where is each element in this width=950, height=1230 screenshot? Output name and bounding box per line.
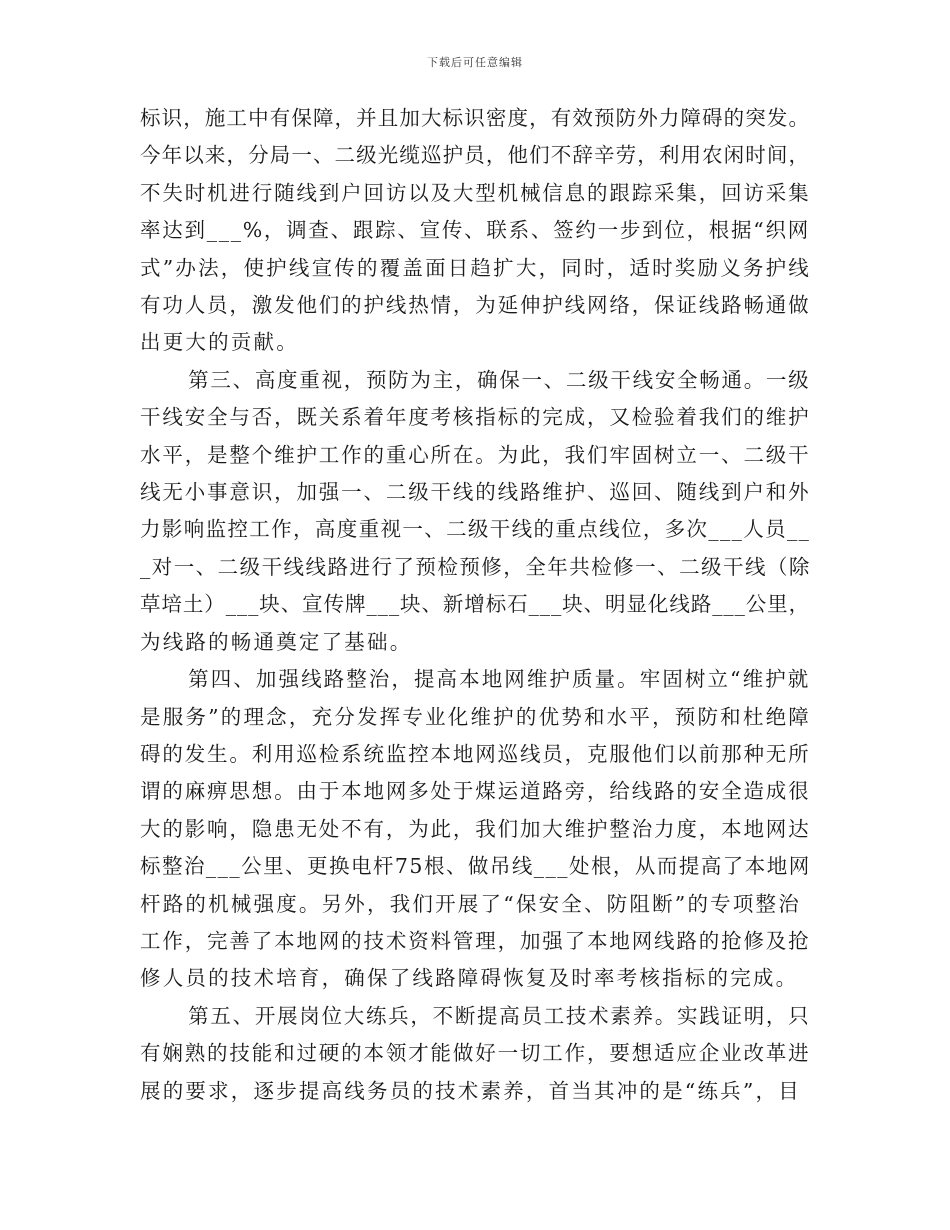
- text-line: _对一、二级干线线路进行了预检预修，全年共检修一、二级干线（除: [140, 554, 811, 579]
- text-line: 修人员的技术培育，确保了线路障碍恢复及时率考核指标的完成。: [140, 966, 799, 991]
- text-line: 不失时机进行随线到户回访以及大型机械信息的跟踪采集，回访采集: [140, 180, 811, 205]
- text-line: 第五、开展岗位大练兵，不断提高员工技术素养。实践证明，只: [188, 1003, 811, 1028]
- text-line: 第三、高度重视，预防为主，确保一、二级干线安全畅通。一级: [188, 367, 811, 392]
- text-line: 干线安全与否，既关系着年度考核指标的完成，又检验着我们的维护: [140, 405, 811, 430]
- text-line: 有娴熟的技能和过硬的本领才能做好一切工作，要想适应企业改革进: [140, 1041, 811, 1066]
- text-line: 标整治___公里、更换电杆75根、做吊线___处根，从而提高了本地网: [140, 854, 811, 879]
- text-line: 第四、加强线路整治，提高本地网维护质量。牢固树立“维护就: [188, 667, 811, 692]
- text-line: 是服务”的理念，充分发挥专业化维护的优势和水平，预防和杜绝障: [140, 704, 811, 729]
- text-line: 大的影响，隐患无处不有，为此，我们加大维护整治力度，本地网达: [140, 816, 811, 841]
- text-line: 线无小事意识，加强一、二级干线的线路维护、巡回、随线到户和外: [140, 480, 811, 505]
- document-body: [140, 100, 812, 1110]
- paragraph-1: [140, 100, 812, 362]
- text-line: 有功人员，激发他们的护线热情，为延伸护线网络，保证线路畅通做: [140, 293, 811, 318]
- text-line: 碍的发生。利用巡检系统监控本地网巡线员，克服他们以前那种无所: [140, 741, 811, 766]
- text-line: 标识，施工中有保障，并且加大标识密度，有效预防外力障碍的突发。: [140, 106, 811, 130]
- text-line: 展的要求，逐步提高线务员的技术素养，首当其冲的是“练兵”，目: [140, 1078, 801, 1103]
- paragraph-2: [140, 362, 812, 661]
- text-line: 为线路的畅通奠定了基础。: [140, 629, 413, 654]
- paragraph-3: [140, 661, 812, 998]
- text-line: 率达到___%，调查、跟踪、宣传、联系、签约一步到位，根据“织网: [140, 218, 811, 243]
- text-line: 出更大的贡献。: [140, 330, 299, 355]
- page-header: 下载后可任意编辑: [427, 56, 523, 69]
- text-line: 谓的麻痹思想。由于本地网多处于煤运道路旁，给线路的安全造成很: [140, 779, 811, 804]
- text-line: 杆路的机械强度。另外，我们开展了“保安全、防阻断”的专项整治: [140, 891, 801, 916]
- text-line: 力影响监控工作，高度重视一、二级干线的重点线位，多次___人员__: [140, 517, 811, 542]
- text-line: 水平，是整个维护工作的重心所在。为此，我们牢固树立一、二级干: [140, 442, 811, 467]
- text-line: 草培土）___块、宣传牌___块、新增标石___块、明显化线路___公里，: [140, 592, 811, 617]
- text-line: 今年以来，分局一、二级光缆巡护员，他们不辞辛劳，利用农闲时间，: [140, 143, 811, 168]
- text-line: 工作，完善了本地网的技术资料管理，加强了本地网线路的抢修及抢: [140, 928, 811, 953]
- paragraph-4: [140, 998, 812, 1110]
- text-line: 式”办法，使护线宣传的覆盖面日趋扩大，同时，适时奖励义务护线: [140, 255, 811, 280]
